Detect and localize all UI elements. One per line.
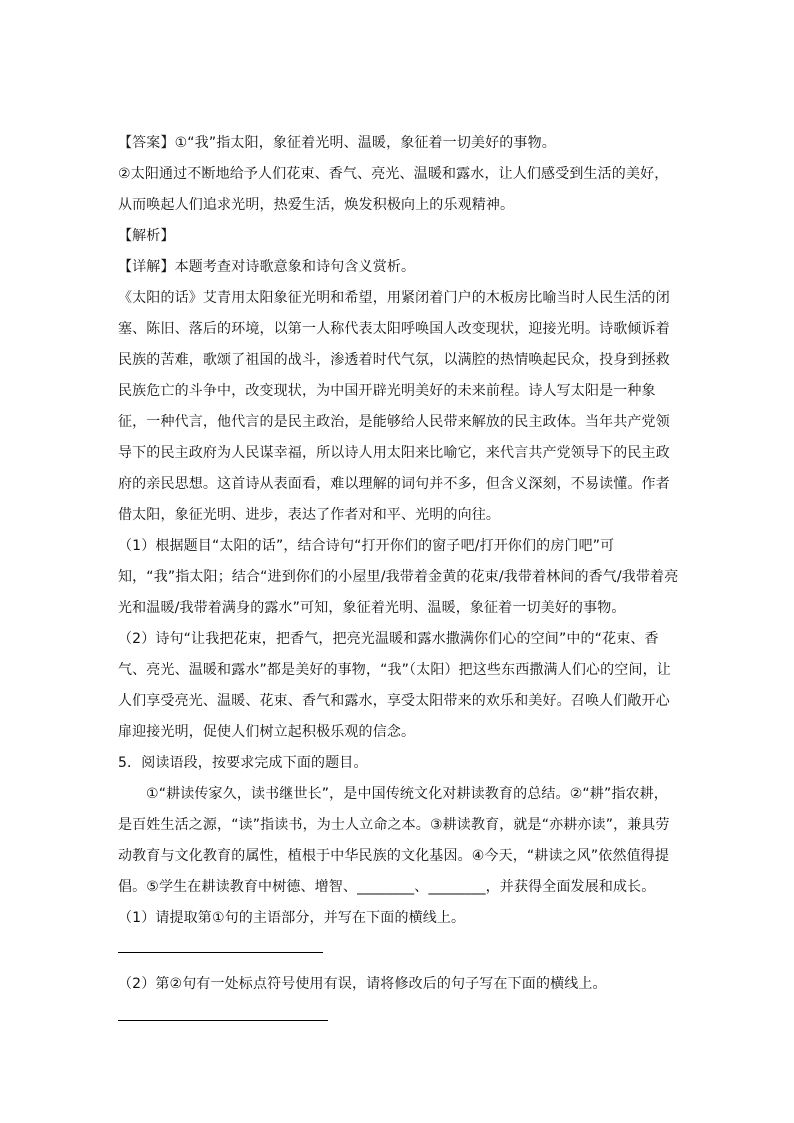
answer-paragraph-2: ②太阳通过不断地给予人们花束、香气、亮光、温暖和露水，让人们感受到生活的美好，从而唤起人们追求光明，热爱生活，焕发积极向上的乐观精神。 xyxy=(118,166,669,213)
background-paragraph: 《太阳的话》艾青用太阳象征光明和希望，用紧闭着门户的木板房比喻当时人民生活的闭塞、陈旧、落后的环境，以第一人称代表太阳呼唤国人改变现状，迎接光明。诗歌倾诉着民族的苦难，歌颂了祖国的战斗，渗透着时代气氛，以满腔的热情唤起民众，投身到拯救民族危亡的斗争中，改变现状，为中国开辟光明美好的未来前程。诗人写太阳是一种象征，一种代言，他代言的是民主政治，是能够给人民带来解放的民主政体。当年共产党领导下的民主政府为人民谋幸福，所以诗人用太阳来比喻它，来代言共产党领导下的民主政府的亲民思想。这首诗从表面看，难以理解的词句并不多，但含义深刻，不易读懂。作者借太阳，象征光明、进步，表达了作者对和平、光明的向往。 xyxy=(118,290,670,523)
answer-paragraph-1 xyxy=(118,128,680,159)
answer-blank-line-2[interactable] xyxy=(118,1020,328,1021)
analysis-point-2: （2）诗句“让我把花束，把香气，把亮光温暖和露水撒满你们心的空间”中的“花束、香气、亮光、温暖和露水”都是美好的事物，“我”（太阳）把这些东西撒满人们心的空间，让人们享受亮光、温暖、花束、香气和露水，享受太阳带来的欢乐和美好。召唤人们敞开心扉迎接光明，促使人们树立起积极乐观的信念。 xyxy=(118,631,671,740)
answer-tag: 【答案】 xyxy=(118,135,175,151)
detail-paragraph xyxy=(118,252,680,283)
answer-blank-line-1[interactable] xyxy=(118,952,323,953)
analysis-point-1: （1）根据题目“太阳的话”，结合诗句“打开你们的窗子吧/打开你们的房门吧”可知，“我”指太阳；结合“进到你们的小屋里/我带着金黄的花束/我带着林间的香气/我带着亮光和温暖/我带着满身的露水”可知，象征着光明、温暖，象征着一切美好的事物。 xyxy=(118,538,679,616)
detail-tag: 【详解】 xyxy=(118,259,175,275)
question-5-sub-1: （1）请提取第①句的主语部分，并写在下面的横线上。 xyxy=(118,910,466,926)
document-page xyxy=(118,128,680,1021)
detail-text: 本题考查对诗歌意象和诗句含义赏析。 xyxy=(174,259,416,275)
question-5-sub-2: （2）第②句有一处标点符号使用有误，请将修改后的句子写在下面的横线上。 xyxy=(118,976,607,992)
answer-text-1: ①“我”指太阳，象征着光明、温暖，象征着一切美好的事物。 xyxy=(174,135,556,151)
analysis-heading: 【解析】 xyxy=(118,228,175,244)
question-5-title: 5．阅读语段，按要求完成下面的题目。 xyxy=(118,755,368,771)
question-5-passage: ①“耕读传家久，读书继世长”，是中国传统文化对耕读教育的总结。②“耕”指农耕，是百姓生活之源，“读”指读书，为士人立命之本。③耕读教育，就是“亦耕亦读”，兼具劳动教育与文化教育的属性，植根于中华民族的文化基因。④今天，“耕读之风”依然值得提倡。⑤学生在耕读教育中树德、增智、________、________，并获得全面发展和成长。 xyxy=(118,786,670,895)
